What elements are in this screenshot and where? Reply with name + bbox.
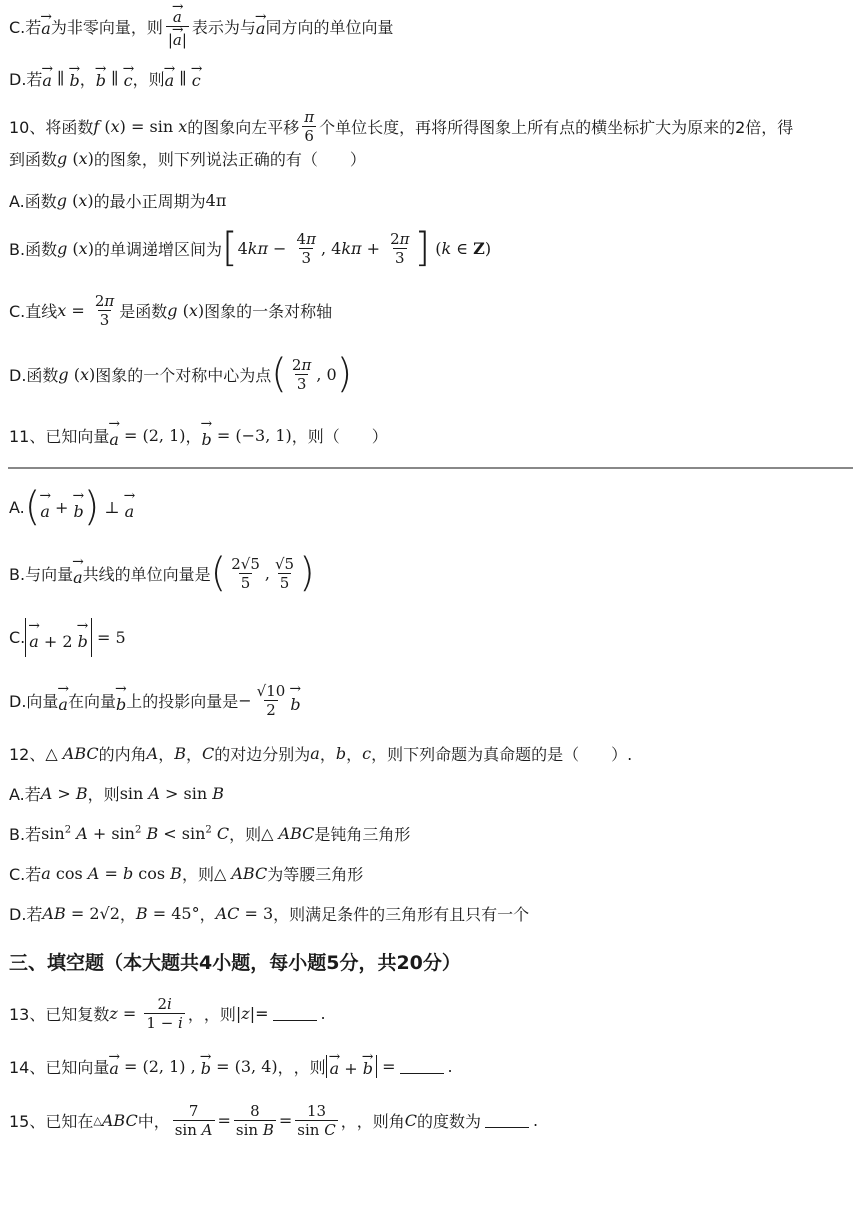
option-12b: B.若 $\sin^2$ A + $\sin^2$ B < $\sin^2$ C ，则 △ ABC 是钝角三角形 [9, 824, 411, 844]
option-11d: D.向量 → a 在向量 → b 上的投影向量是 − $\frac{√10}{2}$ → b [9, 682, 853, 719]
option-12a: A.若 A > B ，则 sin A > sin B [9, 784, 225, 804]
page-divider [8, 467, 853, 469]
option-10a: A.函数 g ( x ) 的最小正周期为 4π [9, 191, 227, 211]
answer-blank-13[interactable] [273, 1006, 317, 1021]
question-14: 14、已知向量 → a = (2, 1) , → b = (3, 4) ， ，则 → a + → b = . [9, 1055, 853, 1078]
option-12c: C.若 a cos A = b cos B ，则 △ ABC 为等腰三角形 [9, 864, 364, 884]
option-10c: C.直线 x = $\frac{2\pi}{3}$ 是函数 g ( x ) 图象的一条对称轴 [9, 292, 333, 329]
question-13: 13、已知复数 z = $\frac{2i}{1 - i}$ ， ，则 | z | = . [9, 995, 326, 1032]
option-11a: A. ( → a + → b ) ⊥ → a [9, 487, 853, 527]
question-12-stem: 12、 △ ABC 的内角 A ， B ， C 的对边分别为 a ， b ， c ，则下列命题为真命题的是（ ）. [9, 744, 633, 764]
option-9d: D.若 → a ∥ → b ， → b ∥ → c ，则 → a ∥ → c [9, 67, 853, 90]
question-10-line1: 10、将函数 f ( x ) = sin x 的图象向左平移 $\frac{\pi}{6}$ 个单位长度，再将所得图象上所有点的横坐标扩大为原来的2倍，得 [9, 108, 794, 145]
option-11c: C. → a + 2 → b = 5 [9, 618, 853, 657]
option-11b: B.与向量 → a 共线的单位向量是 ( $\frac{2√5}{5}$ , $\frac{√5}{5}$ ) [9, 553, 853, 593]
answer-blank-15[interactable] [485, 1113, 529, 1128]
option-10d: D.函数 g ( x ) 图象的一个对称中心为点 ( $\frac{2\pi}{3}$ , 0 ) [9, 351, 353, 397]
option-10b: B.函数 g ( x ) 的单调递增区间为 [ 4 kπ − $\frac{4\pi}{3}$ , 4 kπ + $\frac{2\pi}{3}$ ] ( k ∈ Z) [9, 225, 492, 271]
option-9c: C.若 → a 为非零向量，则 → $\frac{a}{|\to a|}$ 表示为与 → a 同方向的单位向量 [9, 4, 853, 49]
option-12d: D.若 AB = 2√2 ， B = 45° ， AC = 3 ，则满足条件的三角形有且只有一个 [9, 904, 530, 924]
answer-blank-14[interactable] [400, 1059, 444, 1074]
question-10-line2: 到函数 g ( x ) 的图象，则下列说法正确的有（ ） [9, 149, 366, 169]
question-15: 15、已知在 △ ABC 中， $\frac{7}{\text{sin A}}$ = $\frac{8}{\text{sin B}}$ = $\frac{13}{\text{sin C}}$ ， ，则角 C 的度数为 . [9, 1102, 539, 1139]
section-title: 三、填空题（本大题共4小题，每小题5分，共20分） [9, 952, 461, 974]
question-11-stem: 11、已知向量 → a = (2, 1) ， → b = (−3, 1) ，则（ ） [9, 422, 853, 449]
